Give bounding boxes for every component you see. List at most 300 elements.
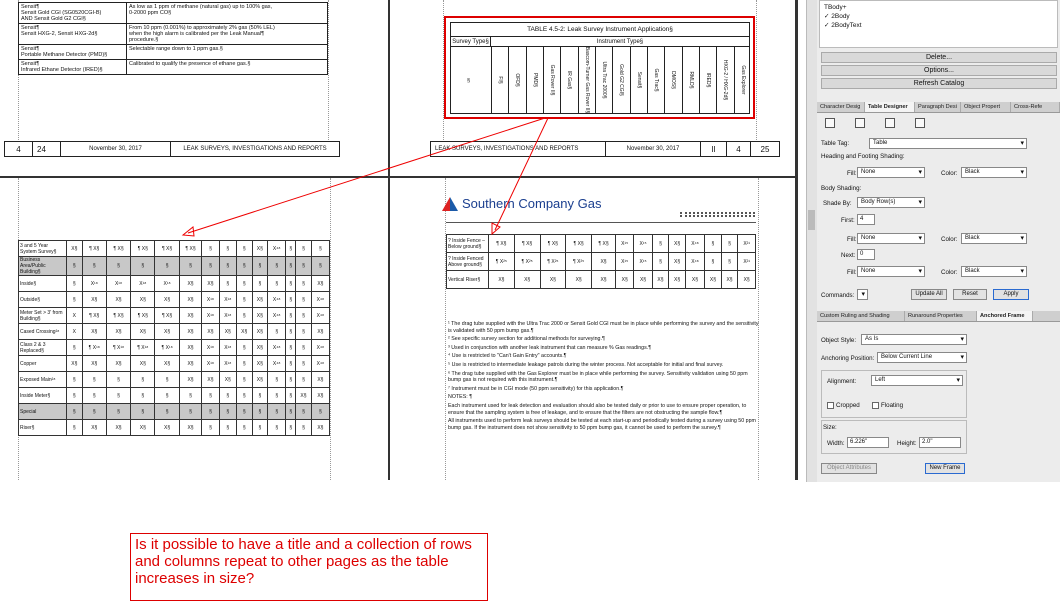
- table-cell: X§: [67, 241, 83, 257]
- select-value: None: [861, 235, 876, 241]
- instrument-name: Sensit¶: [21, 25, 40, 31]
- table-cell: §: [67, 404, 83, 420]
- table-cell: §: [721, 253, 738, 271]
- refresh-catalog-button[interactable]: Refresh Catalog: [821, 78, 1057, 89]
- table-cell: ¶ X§: [82, 241, 106, 257]
- tag-list-item[interactable]: ✓ 2BodyText: [824, 22, 862, 29]
- table-cell: X§: [202, 276, 219, 292]
- select-value: None: [861, 169, 876, 175]
- table-cell: ¶ X¹⁸: [155, 340, 179, 356]
- table-cell: ¶ X²⁵: [540, 253, 566, 271]
- table-cell: ¶ X§: [106, 308, 130, 324]
- table-cell: X§: [311, 276, 329, 292]
- table-cell: §: [67, 257, 83, 276]
- row-label: Special: [19, 404, 67, 420]
- table-cell: X§: [705, 271, 722, 289]
- table-cell: ¶ X§: [131, 308, 155, 324]
- table-cell: X§: [219, 372, 236, 388]
- commands-label: Commands:: [821, 292, 855, 299]
- tab-paragraph-designer[interactable]: Paragraph Desi: [915, 102, 961, 112]
- table-cell: ¶ X§: [155, 241, 179, 257]
- table-cell: X§: [652, 271, 669, 289]
- table-cell: §: [155, 404, 179, 420]
- instrument-column-label: Gas Explorer: [739, 65, 746, 95]
- table-cell: X§: [82, 292, 106, 308]
- select-value: Left: [875, 377, 886, 383]
- tab-character-designer[interactable]: Character Desig: [817, 102, 865, 112]
- table-cell: §: [268, 420, 286, 436]
- footnote: ⁵ Use is restricted to intermediate leakage patrols during the winter process. Not acceptable for initial and final survey.: [448, 362, 724, 369]
- table-cell: X²¹: [738, 235, 756, 253]
- table-cell: §: [286, 404, 296, 420]
- table-cell: §: [219, 241, 236, 257]
- table-cell: X⁴⁸: [685, 235, 704, 253]
- table-cell: X¹⁵: [616, 253, 634, 271]
- table-cell: X²¹: [738, 253, 756, 271]
- table-cell: X¹⁵: [634, 235, 652, 253]
- table-cell: §: [252, 420, 268, 436]
- table-cell: §: [236, 356, 252, 372]
- table-cell: X§: [311, 420, 329, 436]
- input-value: 0: [860, 251, 864, 257]
- table-cell: X§: [669, 253, 686, 271]
- table-cell: §: [106, 372, 130, 388]
- floating-label: Floating: [881, 402, 904, 409]
- row-label: Riser§: [19, 420, 67, 436]
- company-name: Southern Company Gas: [462, 196, 602, 211]
- table-cell: §: [296, 356, 312, 372]
- footnote: All instruments used to perform leak surveys should be tested at each start-up and periodically tested during a survey using 50 ppm bump gas. If the instrument does not show sensitivity to 50 ppm bump gas, it cannot be used to perform the survey.¶: [448, 418, 756, 431]
- table-cell: X§: [296, 388, 312, 404]
- table-cell: §: [296, 404, 312, 420]
- table-cell: X§: [669, 271, 686, 289]
- table-cell: §: [155, 257, 179, 276]
- table-cell: §: [286, 324, 296, 340]
- table-cell: §: [236, 308, 252, 324]
- table-cell: ¶ X§: [489, 235, 515, 253]
- footer-text: II: [711, 144, 716, 154]
- table-cell: X§: [67, 356, 83, 372]
- row-label: Vertical Riser§: [447, 271, 489, 289]
- table-cell: X§: [252, 356, 268, 372]
- tab-table-designer[interactable]: Table Designer: [865, 102, 915, 112]
- footnote: ⁶ The drag tube supplied with the Gas Explorer must be in place while performing the survey. Sensitivity validation using 50 ppm bump gas is not required with this instrument.¶: [448, 370, 748, 384]
- table-cell: ¶ X§: [592, 235, 616, 253]
- table-cell: §: [82, 404, 106, 420]
- tag-list-item[interactable]: ✓ 2Body: [824, 13, 850, 20]
- instrument-column-label: Sensit§: [635, 71, 642, 89]
- arrow-line: [495, 118, 548, 230]
- table-cell: ¶ X²⁵: [514, 253, 540, 271]
- table-cell: X⁴⁸: [311, 356, 329, 372]
- input-value: 4: [860, 216, 864, 222]
- delete-button[interactable]: Delete...: [821, 52, 1057, 63]
- range-text: when the high alarm is calibrated per the Leak Manual¶: [129, 31, 265, 37]
- instrument-name: Sensit¶: [21, 4, 40, 10]
- table-cell: X⁴⁸: [268, 340, 286, 356]
- tab-anchored-frame[interactable]: Anchored Frame: [977, 311, 1033, 321]
- table-cell: X§: [721, 271, 738, 289]
- table-cell: §: [82, 257, 106, 276]
- footnote: ⁷ Instrument must be in CGI mode (50 ppm sensitivity) for this application.¶: [448, 385, 624, 392]
- table-cell: §: [311, 257, 329, 276]
- instrument-name: Sensit¶: [21, 61, 40, 67]
- table-cell: §: [286, 241, 296, 257]
- table-cell: X⁴⁸: [268, 292, 286, 308]
- instrument-column-label: IR Gas§: [566, 70, 573, 90]
- first-label: First:: [841, 217, 855, 224]
- table-cell: X§: [616, 271, 634, 289]
- tab-custom-ruling[interactable]: Custom Ruling and Shading: [817, 311, 905, 321]
- tab-cross-ref[interactable]: Cross-Refe: [1011, 102, 1060, 112]
- row-label: Outside§: [19, 292, 67, 308]
- instrument-name: Sensit¶: [21, 46, 40, 52]
- table-cell: X§: [131, 356, 155, 372]
- new-frame-button[interactable]: New Frame: [925, 463, 965, 474]
- table-cell: X§: [179, 292, 202, 308]
- table-cell: §: [311, 241, 329, 257]
- table-cell: X¹⁸: [131, 276, 155, 292]
- table-cell: X§: [202, 324, 219, 340]
- table-cell: X¹⁸: [219, 292, 236, 308]
- table-cell: §: [155, 372, 179, 388]
- instrument-name: AND Sensit Gold G2 CGI§: [21, 16, 86, 22]
- table-cell: §: [67, 292, 83, 308]
- table-cell: §: [705, 253, 722, 271]
- select-value: Body Row(s): [861, 199, 896, 205]
- table-cell: §: [252, 388, 268, 404]
- table-cell: §: [652, 235, 669, 253]
- table-cell: ¶ X§: [566, 235, 592, 253]
- select-value: Black: [965, 268, 980, 274]
- table-cell: §: [652, 253, 669, 271]
- table-cell: X§: [738, 271, 756, 289]
- color-label: Color:: [941, 170, 958, 177]
- table-cell: §: [202, 420, 219, 436]
- table-cell: §: [67, 340, 83, 356]
- table-cell: §: [219, 257, 236, 276]
- fill-label: Fill:: [847, 269, 857, 276]
- fill-label: Fill:: [847, 170, 857, 177]
- instrument-name: Sensit HXG-2, Sensit HXG-2d§: [21, 31, 98, 37]
- table-cell: §: [106, 404, 130, 420]
- table-cell: §: [286, 308, 296, 324]
- instrument-name: Infrared Ethane Detector (IRED)§: [21, 67, 103, 73]
- instrument-column-label: OFD§: [514, 73, 521, 87]
- table-cell: §: [268, 257, 286, 276]
- table-cell: X§: [311, 324, 329, 340]
- table-cell: X⁴⁸: [311, 340, 329, 356]
- table-cell: §: [296, 257, 312, 276]
- table-cell: X§: [179, 276, 202, 292]
- footer-text: 4: [736, 144, 741, 154]
- row-label: Meter Set > 3' from Building§: [19, 308, 67, 324]
- table-cell: X§: [179, 372, 202, 388]
- table-cell: §: [67, 388, 83, 404]
- table-cell: ¶ X§: [155, 308, 179, 324]
- table-cell: §: [286, 276, 296, 292]
- table-cell: §: [155, 388, 179, 404]
- table-cell: X§: [179, 324, 202, 340]
- table-cell: §: [219, 388, 236, 404]
- table-cell: X§: [106, 420, 130, 436]
- table-cell: §: [296, 420, 312, 436]
- table-cell: §: [296, 276, 312, 292]
- table-cell: X§: [179, 356, 202, 372]
- apply-button[interactable]: Apply: [993, 289, 1029, 300]
- table-cell: §: [106, 257, 130, 276]
- instrument-column-label: Ultra Trac 2000§: [601, 61, 608, 99]
- table-cell: §: [286, 292, 296, 308]
- row-label: 3 and 5 Year System Survey§: [19, 241, 67, 257]
- table-cell: X§: [106, 324, 130, 340]
- table-cell: §: [219, 420, 236, 436]
- instrument-name: Portable Methane Detector (PMD)§: [21, 52, 108, 58]
- tag-list-item[interactable]: TBody+: [824, 4, 847, 11]
- tab-object-properties[interactable]: Object Propert: [961, 102, 1011, 112]
- select-value: None: [861, 268, 876, 274]
- table-cell: §: [268, 372, 286, 388]
- header-pilcrow: §: [467, 78, 471, 84]
- table-cell: §: [236, 420, 252, 436]
- input-value: 6.226": [850, 439, 868, 445]
- table-cell: §: [202, 388, 219, 404]
- height-label: Height:: [897, 440, 917, 447]
- instrument-column-label: Gas Rover II§: [549, 64, 556, 96]
- table-cell: §: [236, 372, 252, 388]
- table-cell: X: [67, 324, 83, 340]
- table-cell: X¹⁸: [219, 356, 236, 372]
- table-cell: X⁴⁸: [268, 308, 286, 324]
- color-label: Color:: [941, 236, 958, 243]
- table-cell: X§: [566, 271, 592, 289]
- table-cell: §: [252, 257, 268, 276]
- table-cell: X§: [82, 420, 106, 436]
- range-text: 0-2000 ppm CO§: [129, 10, 172, 16]
- row-label: Inside Meter§: [19, 388, 67, 404]
- table-cell: X¹⁸: [202, 340, 219, 356]
- table-cell: §: [286, 356, 296, 372]
- table-cell: ¶ X¹⁸: [82, 340, 106, 356]
- fill-label: Fill:: [847, 236, 857, 243]
- header-text: Instrument Type§: [596, 38, 644, 45]
- table-cell: X§: [489, 271, 515, 289]
- table-cell: X§: [179, 340, 202, 356]
- header-text: Survey Type§: [452, 38, 489, 45]
- table-cell: X§: [106, 292, 130, 308]
- table-cell: X§: [131, 420, 155, 436]
- table-cell: §: [296, 292, 312, 308]
- body-shading-label: Body Shading:: [821, 185, 862, 192]
- object-style-label: Object Style:: [821, 337, 857, 344]
- footnote: ¹ The drag tube supplied with the Ultra Trac 2000 or Sensit Gold CGI must be in place while performing the survey and the sensitivity is validated with 50 ppm bump gas.¶: [448, 321, 759, 334]
- row-label: ? Inside Fence – Below ground§: [447, 235, 489, 253]
- table-cell: §: [705, 235, 722, 253]
- alignment-label: Alignment:: [827, 378, 857, 385]
- select-value: As Is: [865, 336, 879, 342]
- table-cell: X¹⁸: [202, 356, 219, 372]
- table-cell: §: [268, 324, 286, 340]
- table-cell: X⁴⁸: [685, 253, 704, 271]
- table-cell: §: [131, 388, 155, 404]
- instrument-column-label: HXG-2 / HXG-2d§: [722, 59, 729, 101]
- table-cell: §: [202, 257, 219, 276]
- table-cell: X§: [179, 308, 202, 324]
- footnote: ⁴ Use is restricted to "Can't Gain Entry" accounts.¶: [448, 353, 567, 360]
- instrument-column-label: DMOS§: [670, 71, 677, 89]
- table-title-text: TABLE 4.5-2: Leak Survey Instrument Application§: [527, 26, 673, 33]
- footer-title: LEAK SURVEYS, INVESTIGATIONS AND REPORTS: [183, 146, 327, 152]
- table-cell: §: [286, 372, 296, 388]
- object-attributes-button[interactable]: Object Attributes: [821, 463, 877, 474]
- shade-by-label: Shade By:: [823, 200, 852, 207]
- options-button[interactable]: Options...: [821, 65, 1057, 76]
- table-cell: §: [296, 308, 312, 324]
- table-cell: X§: [514, 271, 540, 289]
- select-value: Below Current Line: [881, 354, 933, 360]
- input-value: 2.0": [922, 439, 933, 445]
- instrument-column-label: PMD§: [531, 73, 538, 87]
- table-cell: ¶ X²⁵: [566, 253, 592, 271]
- table-cell: ¶ X§: [540, 235, 566, 253]
- table-cell: ¶ X¹⁸: [106, 340, 130, 356]
- table-cell: X⁴⁸: [268, 241, 286, 257]
- table-cell: §: [296, 340, 312, 356]
- footer-text: 24: [37, 144, 46, 154]
- row-label: Business Area/Public Building§: [19, 257, 67, 276]
- range-text: From 10 ppm (0.001%) to approximately 2% gas (50% LEL): [129, 25, 275, 31]
- table-cell: X§: [131, 324, 155, 340]
- range-text: procedure.§: [129, 37, 159, 43]
- table-cell: §: [286, 257, 296, 276]
- table-cell: X§: [82, 356, 106, 372]
- table-cell: X§: [155, 324, 179, 340]
- next-label: Next:: [841, 252, 856, 259]
- reset-button[interactable]: Reset: [953, 289, 987, 300]
- table-cell: X¹⁸: [219, 308, 236, 324]
- footer-date: November 30, 2017: [626, 146, 680, 152]
- table-cell: §: [82, 372, 106, 388]
- table-cell: X§: [219, 324, 236, 340]
- row-label: Class 2 & 3 Replaced§: [19, 340, 67, 356]
- footer-text: 25: [760, 144, 770, 154]
- anchoring-position-label: Anchoring Position:: [821, 355, 875, 362]
- table-cell: §: [286, 340, 296, 356]
- table-cell: §: [268, 404, 286, 420]
- table-cell: §: [236, 292, 252, 308]
- table-tag-label: Table Tag:: [821, 140, 850, 147]
- instrument-name: Sensit Gold CGI (SG0520CGI-B): [21, 10, 102, 16]
- table-cell: ¶ X§: [106, 241, 130, 257]
- instrument-column-label: Gold G2 CGI§: [618, 64, 625, 96]
- table-cell: X§: [252, 372, 268, 388]
- table-cell: X§: [252, 340, 268, 356]
- table-cell: §: [131, 257, 155, 276]
- table-cell: §: [252, 404, 268, 420]
- table-cell: X§: [311, 372, 329, 388]
- table-cell: ¶ X¹⁸: [131, 340, 155, 356]
- table-cell: X¹⁸: [106, 276, 130, 292]
- instrument-column-label: IRED§: [705, 72, 712, 88]
- table-cell: §: [67, 372, 83, 388]
- tab-runaround[interactable]: Runaround Properties: [905, 311, 977, 321]
- table-cell: X§: [252, 292, 268, 308]
- table-cell: §: [268, 388, 286, 404]
- table-cell: X§: [252, 324, 268, 340]
- table-cell: §: [286, 420, 296, 436]
- table-cell: X¹⁵: [616, 235, 634, 253]
- table-cell: X§: [236, 324, 252, 340]
- table-cell: X§: [540, 271, 566, 289]
- footer-date: November 30, 2017: [89, 146, 142, 152]
- table-cell: §: [296, 241, 312, 257]
- table-cell: §: [311, 404, 329, 420]
- size-label: Size:: [823, 424, 837, 431]
- table-cell: X§: [592, 253, 616, 271]
- table-cell: §: [721, 235, 738, 253]
- table-cell: X§: [155, 356, 179, 372]
- table-cell: §: [219, 404, 236, 420]
- table-cell: §: [202, 241, 219, 257]
- table-cell: X¹⁸: [202, 308, 219, 324]
- table-cell: §: [219, 276, 236, 292]
- table-cell: X¹⁸: [219, 340, 236, 356]
- row-label: ? Inside Fenced Above ground§: [447, 253, 489, 271]
- table-cell: §: [236, 276, 252, 292]
- table-cell: X§: [131, 292, 155, 308]
- select-value: Table: [873, 140, 888, 146]
- table-cell: X§: [179, 420, 202, 436]
- table-cell: §: [296, 372, 312, 388]
- table-cell: §: [268, 276, 286, 292]
- table-cell: X¹⁸: [202, 292, 219, 308]
- table-cell: X¹⁸: [155, 276, 179, 292]
- update-all-button[interactable]: Update All: [911, 289, 947, 300]
- table-cell: §: [236, 257, 252, 276]
- range-text: As low as 1 ppm of methane (natural gas) up to 100% gas,: [129, 4, 273, 10]
- table-cell: X§: [685, 271, 704, 289]
- color-label: Color:: [941, 269, 958, 276]
- row-label: Copper: [19, 356, 67, 372]
- table-cell: §: [106, 388, 130, 404]
- heading-footing-shading-label: Heading and Footing Shading:: [821, 153, 905, 160]
- row-label: Inside§: [19, 276, 67, 292]
- question-callout: Is it possible to have a title and a collection of rows and columns repeat to other pages as the table increases in size?: [130, 533, 488, 601]
- table-cell: §: [296, 324, 312, 340]
- select-value: Black: [965, 169, 980, 175]
- table-cell: §: [179, 388, 202, 404]
- footer-title: LEAK SURVEYS, INVESTIGATIONS AND REPORTS: [435, 146, 579, 152]
- table-cell: X⁴⁸: [311, 308, 329, 324]
- table-cell: X§: [106, 356, 130, 372]
- row-label: Cased Crossing²⁸: [19, 324, 67, 340]
- table-cell: X§: [82, 324, 106, 340]
- select-value: Black: [965, 235, 980, 241]
- table-cell: §: [179, 404, 202, 420]
- table-cell: X§: [252, 308, 268, 324]
- table-cell: X§: [202, 372, 219, 388]
- arrow-line: [188, 118, 545, 233]
- table-cell: §: [131, 372, 155, 388]
- table-cell: X§: [592, 271, 616, 289]
- table-cell: §: [252, 276, 268, 292]
- table-cell: §: [131, 404, 155, 420]
- range-text: Calibrated to qualify the presence of ethane gas.§: [129, 61, 251, 67]
- footnote: ³ Used in conjunction with another leak instrument that can measure % Gas readings.¶: [448, 344, 652, 351]
- table-cell: X¹⁸: [82, 276, 106, 292]
- instrument-column-label: Bascom-Turner Gas Rover II§: [583, 46, 590, 114]
- table-cell: X⁴⁸: [268, 356, 286, 372]
